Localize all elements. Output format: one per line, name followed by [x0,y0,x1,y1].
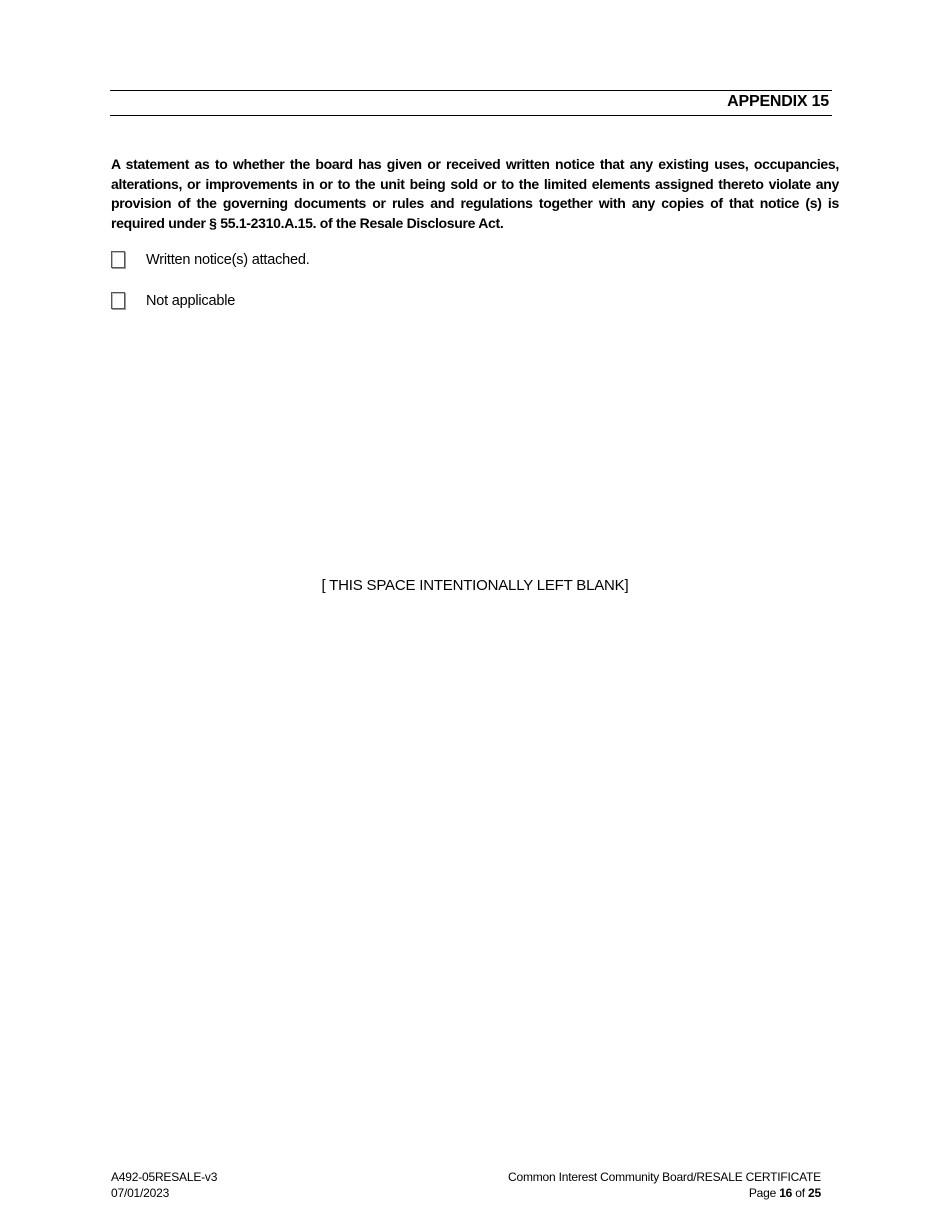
form-code: A492-05RESALE-v3 [111,1170,218,1184]
document-title: Common Interest Community Board/RESALE CERTIFICATE [508,1170,821,1184]
page-prefix: Page [748,1186,777,1200]
appendix-title: APPENDIX 15 [727,93,829,110]
not-applicable-checkbox[interactable] [111,292,125,309]
footer-right [508,1169,821,1201]
footer-left [111,1169,217,1201]
written-notice-label: Written notice(s) attached. [146,251,310,268]
header-rule-bottom [110,115,832,116]
page-of: of [795,1186,805,1200]
intentionally-blank-notice: [ THIS SPACE INTENTIONALLY LEFT BLANK] [321,577,629,594]
form-date: 07/01/2023 [111,1186,170,1200]
option-written-notice-attached[interactable] [111,251,310,268]
written-notice-checkbox[interactable] [111,251,125,268]
page-current: 16 [779,1186,793,1200]
page-total: 25 [808,1186,821,1200]
header-rule-top [110,90,832,91]
option-not-applicable[interactable] [111,292,235,309]
disclosure-statement: A statement as to whether the board has given or received written notice that any existing uses, occupancies, alterations, or improvements in or to the unit being sold or to the limited elements assigned thereto violate any provision of the governing documents or rules and regulations together with any copies of that notice (s) is required under § 55.1-2310.A.15. of the Resale Disclosure Act. [111,156,839,231]
not-applicable-label: Not applicable [146,292,236,309]
page-number [508,1185,821,1201]
